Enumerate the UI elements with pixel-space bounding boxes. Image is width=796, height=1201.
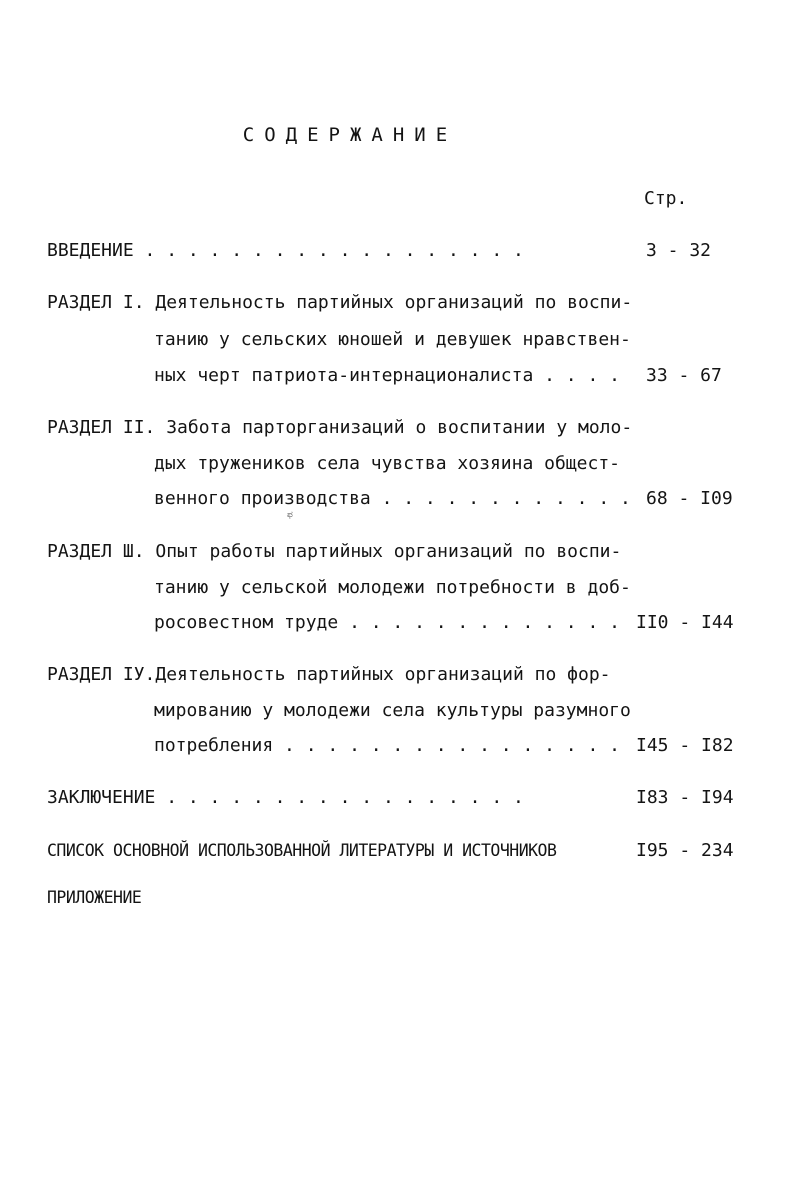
toc-pages-section-3: II0 - I44 [636,612,734,633]
toc-pages-conclusion: I83 - I94 [636,787,734,808]
toc-pages-section-1: 33 - 67 [646,365,722,386]
toc-entry-appendix: ПРИЛОЖЕНИЕ [47,888,142,907]
toc-entry-section-4-line-1: РАЗДЕЛ IУ.Деятельность партийных организаций по фор- [47,664,611,685]
toc-entry-section-3-line-2: танию у сельской молодежи потребности в доб- [154,577,631,598]
toc-pages-bibliography: I95 - 234 [636,840,734,861]
toc-pages-introduction: 3 - 32 [646,240,712,261]
pages-column-header: Стр. [644,188,688,209]
toc-entry-section-4-line-3: потребления . . . . . . . . . . . . . . . . [154,735,620,756]
toc-entry-section-2-line-1: РАЗДЕЛ II. Забота парторганизаций о воспитании у моло- [47,417,633,438]
toc-entry-section-3-line-1: РАЗДЕЛ Ш. Опыт работы партийных организаций по воспи- [47,541,622,562]
toc-entry-section-1-line-1: РАЗДЕЛ I. Деятельность партийных организаций по воспи- [47,292,633,313]
toc-pages-section-2: 68 - I09 [646,488,733,509]
toc-entry-introduction: ВВЕДЕНИЕ . . . . . . . . . . . . . . . . . . [47,240,524,261]
toc-pages-section-4: I45 - I82 [636,735,734,756]
toc-entry-conclusion: ЗАКЛЮЧЕНИЕ . . . . . . . . . . . . . . . . . [47,787,524,808]
page-title: СОДЕРЖАНИЕ [242,124,458,146]
toc-entry-section-2-line-3: венного производства . . . . . . . . . . . . [154,488,631,509]
toc-entry-section-2-line-2: дых тружеников села чувства хозяина общест- [154,453,620,474]
toc-entry-section-1-line-3: ных черт патриота-интернационалиста . . . . [154,365,620,386]
toc-entry-section-1-line-2: танию у сельских юношей и девушек нравствен- [154,329,631,350]
toc-entry-section-3-line-3: росовестном труде . . . . . . . . . . . . . [154,612,620,633]
toc-entry-bibliography: СПИСОК ОСНОВНОЙ ИСПОЛЬЗОВАННОЙ ЛИТЕРАТУРЫ И ИСТОЧНИКОВ [47,841,557,860]
stray-ink-mark: ಫ [287,510,293,520]
toc-entry-section-4-line-2: мированию у молодежи села культуры разумного [154,700,631,721]
